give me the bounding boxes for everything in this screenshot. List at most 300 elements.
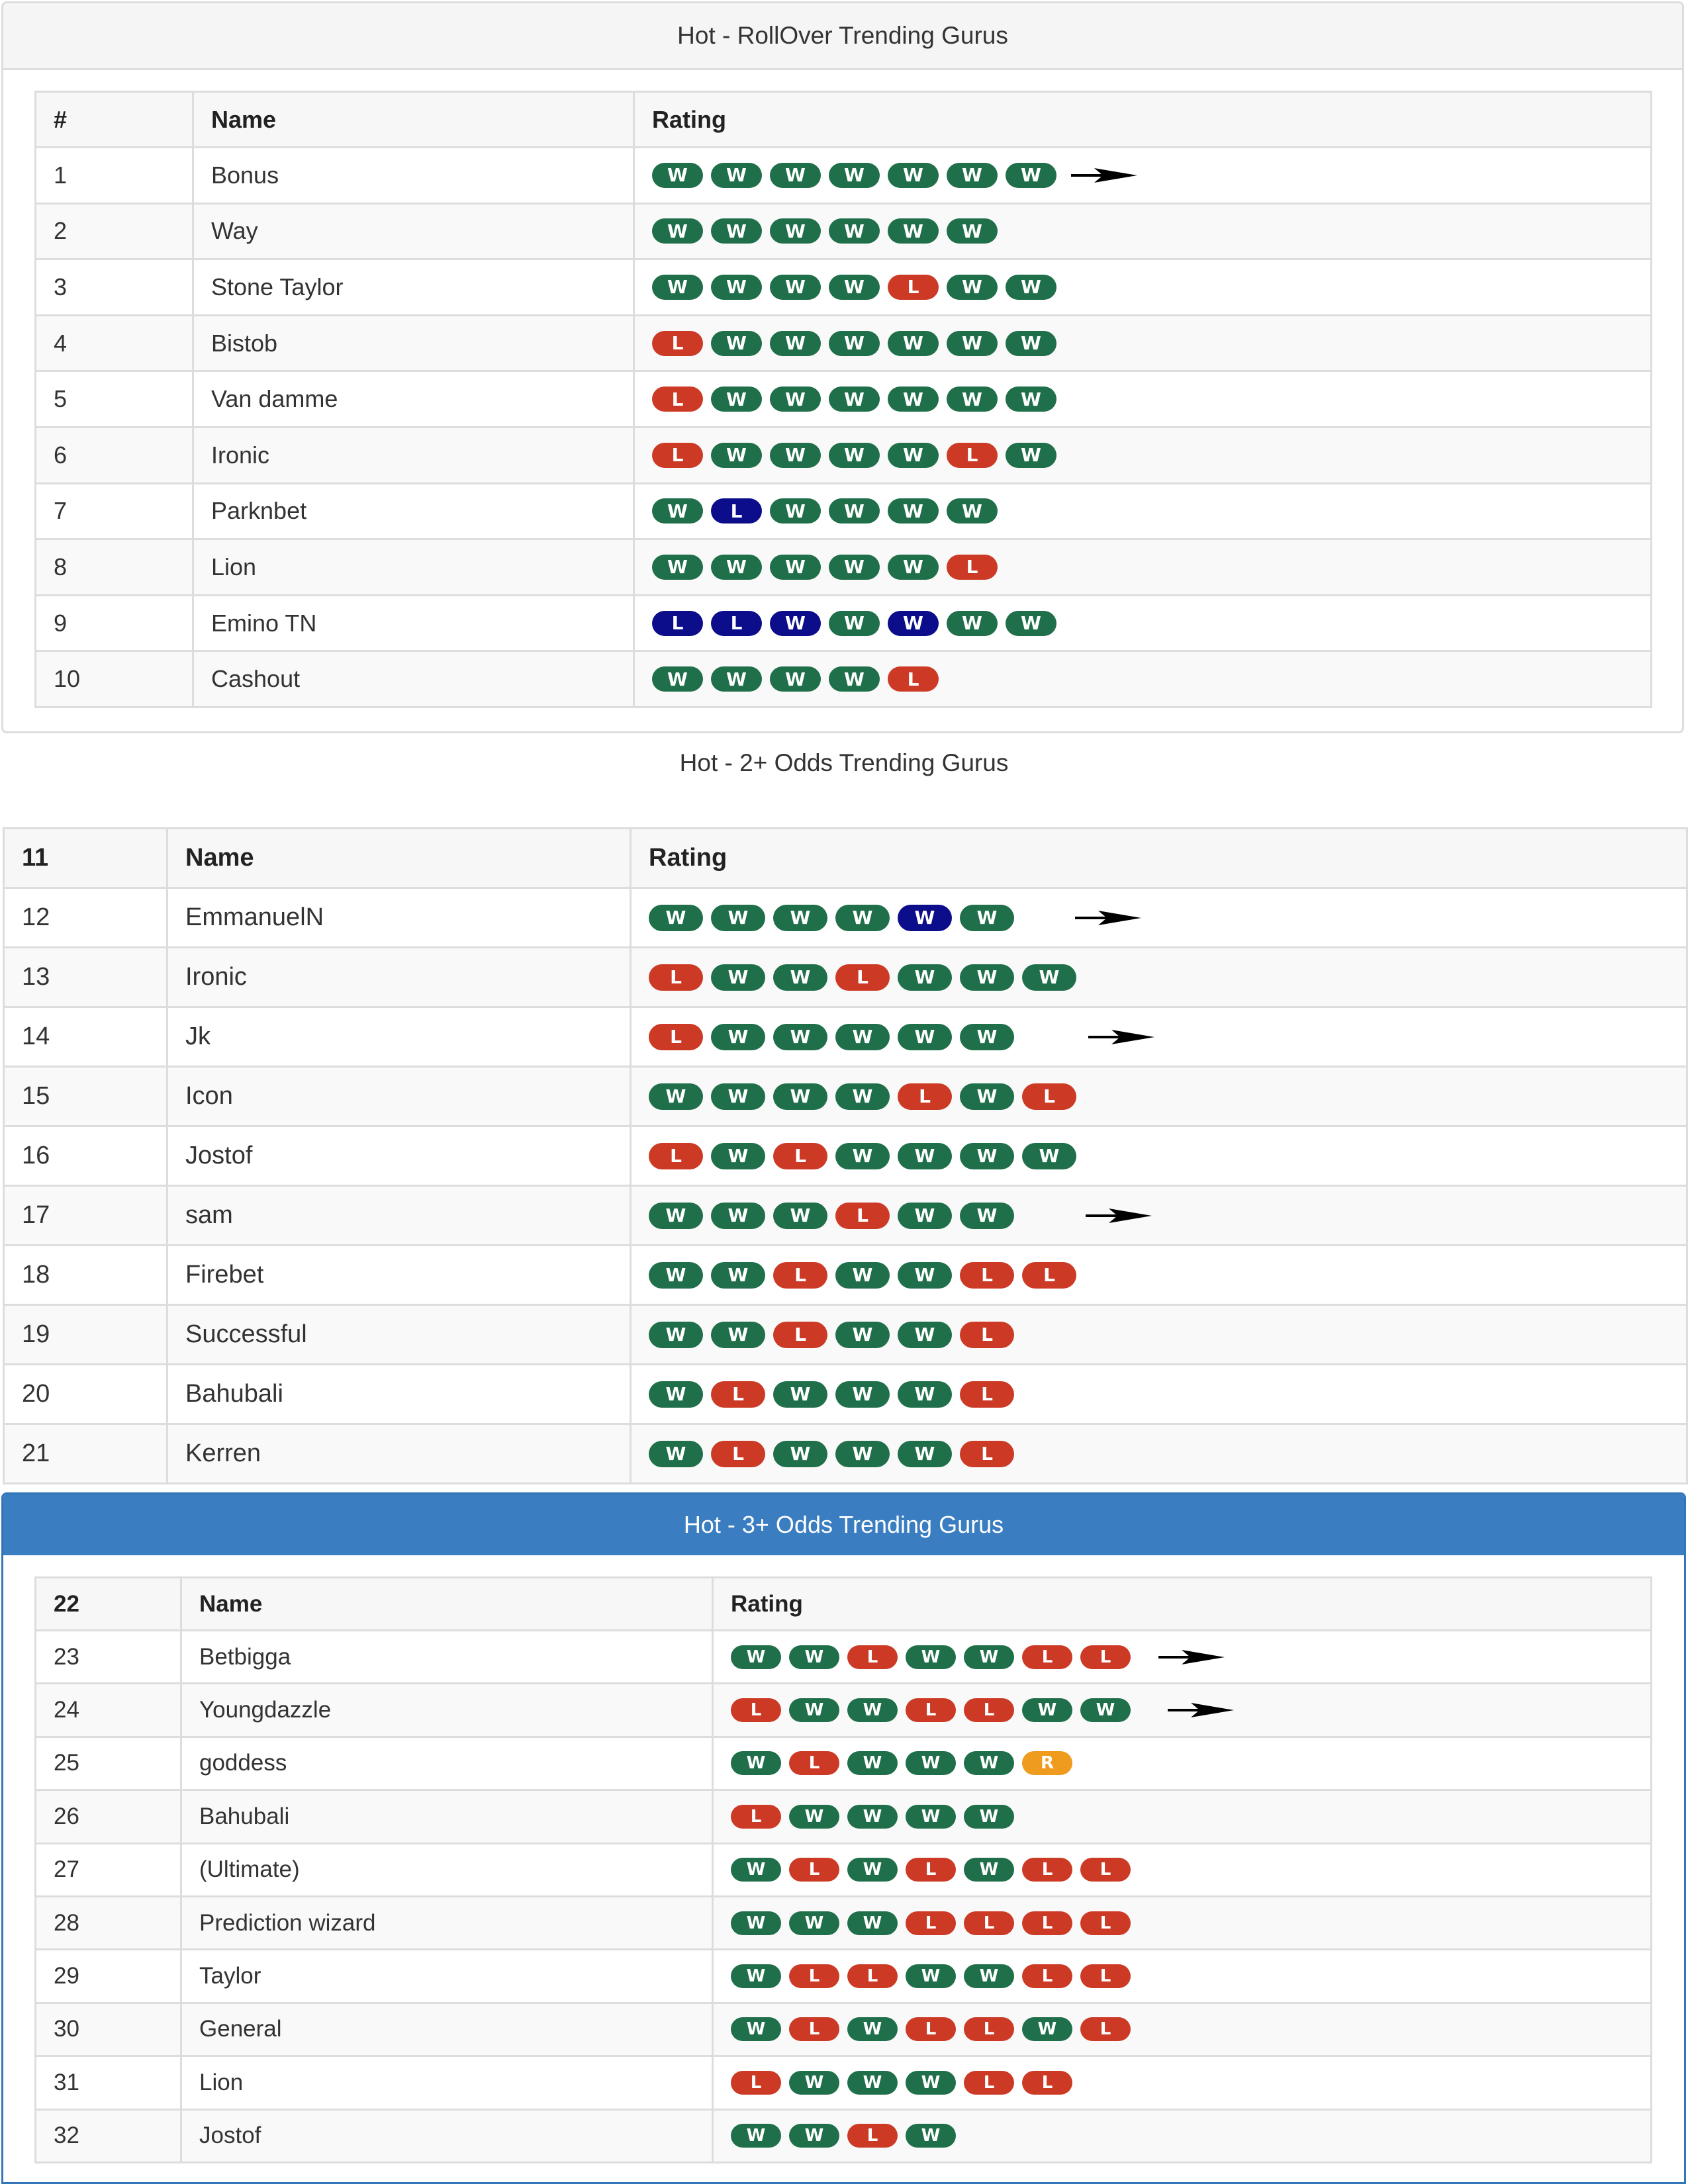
guru-name[interactable]: Way — [193, 203, 634, 259]
win-badge: W — [789, 1911, 839, 1935]
header-rating[interactable]: Rating — [634, 92, 1652, 148]
loss-badge: L — [773, 1262, 827, 1289]
guru-name[interactable]: (Ultimate) — [181, 1843, 713, 1896]
loss-badge: L — [1022, 1262, 1076, 1289]
win-badge: W — [947, 163, 998, 188]
loss-badge: L — [1022, 1083, 1076, 1110]
loss-badge: L — [711, 498, 762, 523]
loss-badge: L — [652, 611, 703, 636]
rating-badges — [731, 1805, 1650, 1829]
guru-name[interactable]: Prediction wizard — [181, 1896, 713, 1949]
win-badge: W — [649, 1441, 703, 1467]
row-number: 4 — [36, 315, 193, 371]
row-number: 9 — [36, 595, 193, 651]
win-badge: W — [789, 1698, 839, 1722]
win-badge: W — [898, 1203, 952, 1229]
table-row[interactable] — [36, 203, 1652, 259]
guru-name[interactable]: Bonus — [193, 148, 634, 204]
rating-badges — [649, 1143, 1686, 1169]
win-badge: W — [773, 1083, 827, 1110]
guru-name[interactable]: Bistob — [193, 315, 634, 371]
win-badge: W — [847, 1858, 898, 1882]
win-badge: W — [964, 1964, 1014, 1988]
arrow-right-icon — [1071, 165, 1137, 185]
rating-badges — [731, 2071, 1650, 2095]
win-badge: W — [947, 275, 998, 300]
rating-badges — [731, 1698, 1650, 1722]
table-row[interactable] — [36, 371, 1652, 428]
loss-badge: L — [1022, 1645, 1072, 1669]
guru-name[interactable]: Icon — [167, 1067, 631, 1126]
row-number: 15 — [4, 1067, 167, 1126]
table-row[interactable] — [36, 539, 1652, 596]
guru-name[interactable]: Bahubali — [167, 1365, 631, 1424]
win-badge: W — [1022, 964, 1076, 991]
row-number: 18 — [4, 1246, 167, 1305]
rating-cell — [631, 1424, 1687, 1484]
loss-badge: L — [652, 443, 703, 468]
arrow-right-icon — [1158, 1647, 1225, 1667]
win-badge: W — [829, 666, 880, 692]
win-badge: W — [770, 387, 821, 412]
win-badge: W — [888, 218, 939, 244]
rating-badges — [731, 1751, 1650, 1775]
header-rating[interactable]: Rating — [631, 829, 1687, 888]
win-badge: W — [847, 1805, 898, 1829]
win-badge: W — [898, 1441, 952, 1467]
loss-badge: L — [773, 1143, 827, 1169]
row-number: 17 — [4, 1186, 167, 1246]
table-row[interactable] — [4, 1246, 1687, 1305]
win-badge: W — [947, 498, 998, 523]
rating-badges — [652, 163, 1650, 188]
loss-badge: L — [649, 1143, 703, 1169]
win-badge: W — [731, 1751, 781, 1775]
table-row[interactable] — [36, 1631, 1652, 1684]
row-number: 31 — [36, 2056, 181, 2109]
loss-badge: L — [906, 1858, 956, 1882]
win-badge: W — [847, 2017, 898, 2041]
win-badge: W — [711, 1024, 765, 1050]
win-badge: W — [847, 1698, 898, 1722]
rating-cell — [631, 948, 1687, 1007]
rating-cell — [631, 1186, 1687, 1246]
guru-name[interactable]: Jostof — [167, 1126, 631, 1186]
loss-badge: L — [1022, 1911, 1072, 1935]
guru-name[interactable]: EmmanuelN — [167, 888, 631, 948]
win-badge: W — [770, 443, 821, 468]
win-badge: W — [711, 666, 762, 692]
rating-badges — [652, 498, 1650, 523]
guru-name[interactable]: Betbigga — [181, 1631, 713, 1684]
guru-name[interactable]: General — [181, 2003, 713, 2056]
win-badge: W — [770, 666, 821, 692]
guru-name[interactable]: Lion — [181, 2056, 713, 2109]
win-badge: W — [906, 2124, 956, 2148]
rating-badges — [652, 387, 1650, 412]
loss-badge: L — [947, 443, 998, 468]
row-number: 32 — [36, 2109, 181, 2162]
table-header-row — [4, 829, 1687, 888]
win-badge: W — [1006, 611, 1056, 636]
loss-badge: L — [1080, 1645, 1131, 1669]
loss-badge: L — [773, 1322, 827, 1348]
win-badge: W — [789, 2071, 839, 2095]
win-badge: W — [652, 498, 703, 523]
header-name[interactable]: Name — [181, 1578, 713, 1631]
loss-badge: L — [1022, 1858, 1072, 1882]
win-badge: W — [773, 1024, 827, 1050]
win-badge: W — [898, 964, 952, 991]
rating-cell — [634, 315, 1652, 371]
table-row[interactable] — [36, 315, 1652, 371]
row-number: 10 — [36, 651, 193, 707]
win-badge: W — [888, 611, 939, 636]
win-badge: W — [888, 555, 939, 580]
rollover-panel-title: Hot - RollOver Trending Gurus — [3, 3, 1682, 70]
loss-badge: L — [847, 1964, 898, 1988]
win-badge: W — [898, 1262, 952, 1289]
rating-badges — [649, 1203, 1686, 1229]
header-rating[interactable]: Rating — [713, 1578, 1652, 1631]
row-number: 6 — [36, 427, 193, 483]
table-row[interactable] — [36, 595, 1652, 651]
rating-badges — [649, 1322, 1686, 1348]
row-number: 28 — [36, 1896, 181, 1949]
win-badge: W — [898, 1322, 952, 1348]
row-number: 27 — [36, 1843, 181, 1896]
win-badge: W — [898, 1381, 952, 1408]
win-badge: W — [947, 611, 998, 636]
table-row[interactable] — [36, 1790, 1652, 1843]
guru-name[interactable]: Parknbet — [193, 483, 634, 539]
win-badge: W — [964, 1805, 1014, 1829]
loss-badge: L — [731, 2071, 781, 2095]
guru-name[interactable]: Taylor — [181, 1950, 713, 2003]
loss-badge: L — [888, 275, 939, 300]
win-badge: W — [652, 666, 703, 692]
table-row[interactable] — [36, 427, 1652, 483]
header-number[interactable]: 11 — [4, 829, 167, 888]
win-badge: W — [1006, 331, 1056, 356]
loss-badge: L — [1080, 1858, 1131, 1882]
rating-cell — [713, 1896, 1652, 1949]
table-row[interactable] — [4, 1126, 1687, 1186]
win-badge: W — [829, 275, 880, 300]
rating-cell — [713, 1843, 1652, 1896]
two-plus-title: Hot - 2+ Odds Trending Gurus — [679, 749, 1009, 776]
win-badge: W — [964, 1751, 1014, 1775]
win-badge: W — [960, 1083, 1014, 1110]
win-badge: W — [711, 218, 762, 244]
guru-name[interactable]: Jostof — [181, 2109, 713, 2162]
guru-name[interactable]: Youngdazzle — [181, 1684, 713, 1737]
table-row[interactable] — [36, 259, 1652, 316]
win-badge: W — [835, 1262, 890, 1289]
loss-badge: L — [1080, 2017, 1131, 2041]
win-badge: W — [731, 2124, 781, 2148]
win-badge: W — [888, 163, 939, 188]
row-number: 1 — [36, 148, 193, 204]
win-badge: W — [711, 964, 765, 991]
rating-badges — [652, 611, 1650, 636]
win-badge: W — [711, 331, 762, 356]
table-row[interactable] — [36, 2003, 1652, 2056]
win-badge: W — [964, 1858, 1014, 1882]
loss-badge: L — [960, 1322, 1014, 1348]
arrow-right-icon — [1168, 1700, 1234, 1720]
win-badge: W — [1022, 1698, 1072, 1722]
guru-name[interactable]: Stone Taylor — [193, 259, 634, 316]
win-badge: W — [888, 387, 939, 412]
row-number: 29 — [36, 1950, 181, 2003]
loss-badge: L — [947, 555, 998, 580]
win-badge: W — [947, 218, 998, 244]
loss-badge: L — [964, 2071, 1014, 2095]
row-number: 19 — [4, 1305, 167, 1365]
rating-badges — [649, 1024, 1686, 1050]
row-number: 3 — [36, 259, 193, 316]
rollover-table — [34, 91, 1652, 708]
rating-cell — [634, 371, 1652, 428]
rating-badges — [649, 1083, 1686, 1110]
table-row[interactable] — [36, 1896, 1652, 1949]
row-number: 14 — [4, 1007, 167, 1067]
rating-badges — [649, 1441, 1686, 1467]
table-row[interactable] — [36, 1843, 1652, 1896]
rating-cell — [631, 1067, 1687, 1126]
win-badge: W — [960, 905, 1014, 931]
guru-name[interactable]: Lion — [193, 539, 634, 596]
win-badge: W — [649, 1262, 703, 1289]
loss-badge: L — [649, 1024, 703, 1050]
win-badge: W — [773, 964, 827, 991]
win-badge: W — [1022, 1143, 1076, 1169]
win-badge: W — [898, 1024, 952, 1050]
win-badge: W — [829, 218, 880, 244]
rating-cell — [634, 148, 1652, 204]
table-row[interactable] — [4, 888, 1687, 948]
win-badge: W — [652, 555, 703, 580]
win-badge: W — [829, 498, 880, 523]
rating-badges — [731, 2124, 1650, 2148]
loss-badge: L — [1022, 2071, 1072, 2095]
row-number: 2 — [36, 203, 193, 259]
header-number[interactable]: 22 — [36, 1578, 181, 1631]
win-badge: W — [829, 555, 880, 580]
guru-name[interactable]: Emino TN — [193, 595, 634, 651]
refund-badge: R — [1022, 1751, 1072, 1775]
rating-cell — [713, 1684, 1652, 1737]
win-badge: W — [773, 1381, 827, 1408]
rating-badges — [652, 275, 1650, 300]
row-number: 25 — [36, 1737, 181, 1790]
win-badge: W — [888, 443, 939, 468]
rating-cell — [713, 1790, 1652, 1843]
win-badge: W — [829, 443, 880, 468]
guru-name[interactable]: Jk — [167, 1007, 631, 1067]
win-badge: W — [829, 611, 880, 636]
guru-name[interactable]: Kerren — [167, 1424, 631, 1484]
loss-badge: L — [960, 1381, 1014, 1408]
guru-name[interactable]: Ironic — [193, 427, 634, 483]
win-badge: W — [731, 1858, 781, 1882]
header-name[interactable]: Name — [167, 829, 631, 888]
win-badge: W — [906, 1964, 956, 1988]
row-number: 16 — [4, 1126, 167, 1186]
loss-badge: L — [960, 1441, 1014, 1467]
loss-badge: L — [847, 2124, 898, 2148]
table-row[interactable] — [36, 2056, 1652, 2109]
table-row[interactable] — [36, 1737, 1652, 1790]
win-badge: W — [960, 964, 1014, 991]
win-badge: W — [770, 331, 821, 356]
win-badge: W — [652, 275, 703, 300]
table-row[interactable] — [36, 2109, 1652, 2162]
table-row[interactable] — [4, 1365, 1687, 1424]
rating-cell — [713, 1950, 1652, 2003]
win-badge: W — [731, 1645, 781, 1669]
table-row[interactable] — [4, 1067, 1687, 1126]
guru-name[interactable]: Firebet — [167, 1246, 631, 1305]
guru-name[interactable]: Van damme — [193, 371, 634, 428]
win-badge: W — [711, 275, 762, 300]
loss-badge: L — [835, 964, 890, 991]
win-badge: W — [947, 387, 998, 412]
win-badge: W — [960, 1024, 1014, 1050]
win-badge: W — [770, 275, 821, 300]
win-badge: W — [947, 331, 998, 356]
rating-badges — [731, 1911, 1650, 1935]
rating-cell — [631, 1126, 1687, 1186]
three-plus-panel-title: Hot - 3+ Odds Trending Gurus — [3, 1494, 1684, 1555]
win-badge: W — [960, 1143, 1014, 1169]
loss-badge: L — [906, 1698, 956, 1722]
table-row[interactable] — [4, 1007, 1687, 1067]
win-badge: W — [711, 443, 762, 468]
win-badge: W — [731, 1911, 781, 1935]
loss-badge: L — [1080, 1964, 1131, 1988]
rating-cell — [713, 1631, 1652, 1684]
two-plus-table — [3, 827, 1688, 1484]
guru-name[interactable]: Ironic — [167, 948, 631, 1007]
rating-cell — [634, 651, 1652, 707]
row-number: 12 — [4, 888, 167, 948]
guru-name[interactable]: Successful — [167, 1305, 631, 1365]
table-row[interactable] — [4, 1186, 1687, 1246]
win-badge: W — [789, 1805, 839, 1829]
win-badge: W — [898, 1143, 952, 1169]
rating-badges — [731, 1645, 1650, 1669]
win-badge: W — [789, 1645, 839, 1669]
rating-cell — [634, 483, 1652, 539]
win-badge: W — [1006, 443, 1056, 468]
win-badge: W — [835, 1024, 890, 1050]
win-badge: W — [906, 2071, 956, 2095]
table-row[interactable] — [36, 148, 1652, 204]
row-number: 30 — [36, 2003, 181, 2056]
header-name[interactable]: Name — [193, 92, 634, 148]
rating-cell — [713, 1737, 1652, 1790]
loss-badge: L — [711, 611, 762, 636]
win-badge: W — [888, 331, 939, 356]
win-badge: W — [711, 1262, 765, 1289]
win-badge: W — [1022, 2017, 1072, 2041]
loss-badge: L — [964, 1911, 1014, 1935]
table-row[interactable] — [36, 1684, 1652, 1737]
loss-badge: L — [789, 2017, 839, 2041]
win-badge: W — [652, 163, 703, 188]
loss-badge: L — [835, 1203, 890, 1229]
table-row[interactable] — [4, 948, 1687, 1007]
guru-name[interactable]: goddess — [181, 1737, 713, 1790]
header-number[interactable]: # — [36, 92, 193, 148]
table-row[interactable] — [36, 651, 1652, 707]
loss-badge: L — [964, 2017, 1014, 2041]
win-badge: W — [906, 1805, 956, 1829]
loss-badge: L — [960, 1262, 1014, 1289]
rating-cell — [713, 2003, 1652, 2056]
win-badge: W — [731, 2017, 781, 2041]
win-badge: W — [711, 1143, 765, 1169]
win-badge: W — [960, 1203, 1014, 1229]
guru-name[interactable]: sam — [167, 1186, 631, 1246]
rating-badges — [652, 555, 1650, 580]
win-badge: W — [711, 1083, 765, 1110]
win-badge: W — [847, 2071, 898, 2095]
loss-badge: L — [789, 1751, 839, 1775]
loss-badge: L — [964, 1698, 1014, 1722]
rating-badges — [652, 666, 1650, 692]
loss-badge: L — [731, 1698, 781, 1722]
guru-name[interactable]: Bahubali — [181, 1790, 713, 1843]
win-badge: W — [835, 1322, 890, 1348]
guru-name[interactable]: Cashout — [193, 651, 634, 707]
table-row[interactable] — [4, 1305, 1687, 1365]
win-badge: W — [770, 218, 821, 244]
row-number: 8 — [36, 539, 193, 596]
win-badge: W — [964, 1645, 1014, 1669]
arrow-right-icon — [1088, 1027, 1154, 1047]
win-badge: W — [835, 1083, 890, 1110]
row-number: 7 — [36, 483, 193, 539]
win-badge: W — [649, 1083, 703, 1110]
rating-cell — [634, 259, 1652, 316]
table-row[interactable] — [4, 1424, 1687, 1484]
win-badge: W — [835, 905, 890, 931]
rating-badges — [731, 1858, 1650, 1882]
win-badge: W — [770, 555, 821, 580]
loss-badge: L — [649, 964, 703, 991]
arrow-right-icon — [1086, 1206, 1152, 1226]
win-badge: W — [711, 1203, 765, 1229]
win-badge: W — [847, 1911, 898, 1935]
rating-badges — [731, 2017, 1650, 2041]
win-badge: W — [1006, 387, 1056, 412]
win-badge: W — [649, 1203, 703, 1229]
win-badge: W — [888, 498, 939, 523]
win-badge: W — [711, 555, 762, 580]
table-row[interactable] — [36, 1950, 1652, 2003]
row-number: 5 — [36, 371, 193, 428]
table-row[interactable] — [36, 483, 1652, 539]
row-number: 23 — [36, 1631, 181, 1684]
win-badge: W — [773, 1441, 827, 1467]
loss-badge: L — [711, 1441, 765, 1467]
loss-badge: L — [898, 1083, 952, 1110]
win-badge: W — [652, 218, 703, 244]
win-badge: W — [711, 387, 762, 412]
